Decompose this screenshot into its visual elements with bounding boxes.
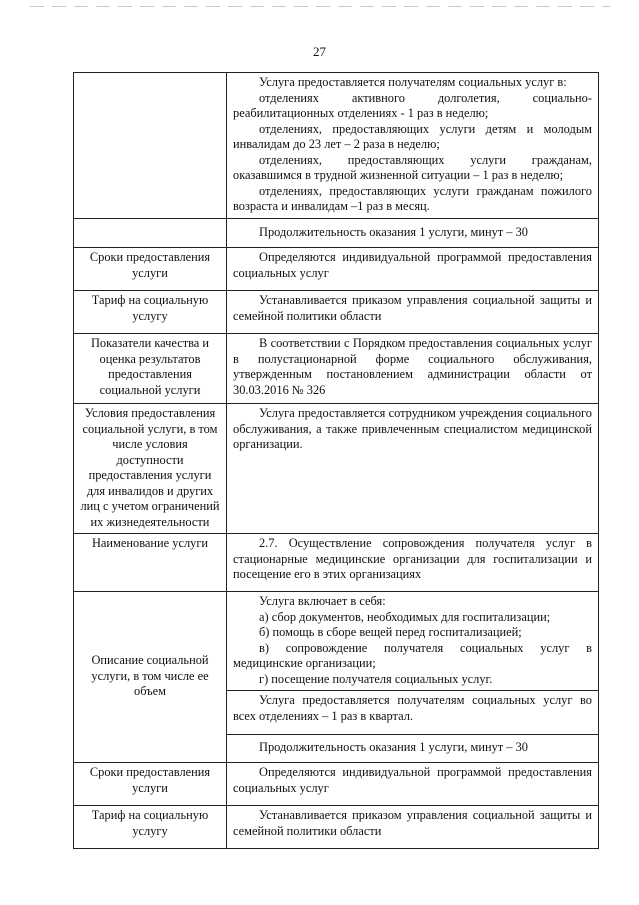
service-name-value: 2.7. Осуществление сопровождения получателя услуг в стационарные медицинские организации для госпитализации и посещение его в этих организациях	[227, 534, 599, 592]
table-row	[74, 219, 599, 248]
table-row	[74, 806, 599, 849]
service-name-label: Наименование услуги	[74, 534, 227, 592]
empty-label-cell	[74, 73, 227, 219]
tariff-value: Устанавливается приказом управления социальной защиты и семейной политики области	[227, 291, 599, 334]
duration-cell	[227, 219, 599, 248]
table-row	[74, 404, 599, 534]
description-duration-cell: Продолжительность оказания 1 услуги, минут – 30	[227, 735, 599, 763]
terms-value: Определяются индивидуальной программой предоставления социальных услуг	[227, 763, 599, 806]
table-row	[74, 534, 599, 592]
description-item: б) помощь в сборе вещей перед госпитализацией;	[259, 625, 522, 639]
availability-item: отделениях активного долголетия, социально-реабилитационных отделениях - 1 раз в неделю;	[233, 90, 592, 120]
description-label: Описание социальной услуги, в том числе ее объем	[74, 592, 227, 763]
table-row	[74, 592, 599, 691]
terms-label: Сроки предоставления услуги	[74, 248, 227, 291]
tariff-label: Тариф на социальную услугу	[74, 806, 227, 849]
duration-text: Продолжительность оказания 1 услуги, минут – 30	[259, 224, 528, 239]
table-row	[74, 334, 599, 404]
quality-value: В соответствии с Порядком предоставления социальных услуг в полустационарной форме социального обслуживания, утвержденным постановлением администрации области от 30.03.2016 № 326	[227, 334, 599, 404]
tariff-label: Тариф на социальную услугу	[74, 291, 227, 334]
service-table	[73, 72, 599, 849]
description-provided-cell: Услуга предоставляется получателям социальных услуг во всех отделениях – 1 раз в квартал.	[227, 691, 599, 735]
table-row	[74, 763, 599, 806]
tariff-value: Устанавливается приказом управления социальной защиты и семейной политики области	[227, 806, 599, 849]
empty-label-cell	[74, 219, 227, 248]
table-row	[74, 248, 599, 291]
description-item: а) сбор документов, необходимых для госпитализации;	[259, 609, 551, 624]
scan-artifact-line	[30, 6, 610, 7]
availability-intro: Услуга предоставляется получателям социальных услуг в:	[259, 75, 567, 89]
description-includes: Услуга включает в себя:	[259, 594, 386, 608]
conditions-value: Услуга предоставляется сотрудником учреждения социального обслуживания, а также привлеченным специалистом медицинской организации.	[227, 404, 599, 534]
quality-label: Показатели качества и оценка результатов предоставления социальной услуги	[74, 334, 227, 404]
availability-item: отделениях, предоставляющих услуги гражданам пожилого возраста и инвалидам –1 раз в месяц.	[233, 183, 592, 213]
description-item: в) сопровождение получателя социальных услуг в медицинские организации;	[233, 640, 592, 670]
table-row	[74, 291, 599, 334]
conditions-label: Условия предоставления социальной услуги, в том числе условия доступности предоставления услуги для инвалидов и других лиц с учетом ограничений их жизнедеятельности	[74, 404, 227, 534]
terms-label: Сроки предоставления услуги	[74, 763, 227, 806]
terms-value: Определяются индивидуальной программой предоставления социальных услуг	[227, 248, 599, 291]
description-includes-cell	[227, 592, 599, 691]
description-item: г) посещение получателя социальных услуг.	[259, 671, 493, 686]
availability-item: отделениях, предоставляющих услуги гражданам, оказавшимся в трудной жизненной ситуации – 1 раз в неделю;	[233, 152, 592, 182]
page-number: 27	[313, 44, 326, 59]
table-row	[74, 73, 599, 219]
availability-cell	[227, 73, 599, 219]
availability-item: отделениях, предоставляющих услуги детям и молодым инвалидам до 23 лет – 2 раза в неделю;	[233, 121, 592, 151]
